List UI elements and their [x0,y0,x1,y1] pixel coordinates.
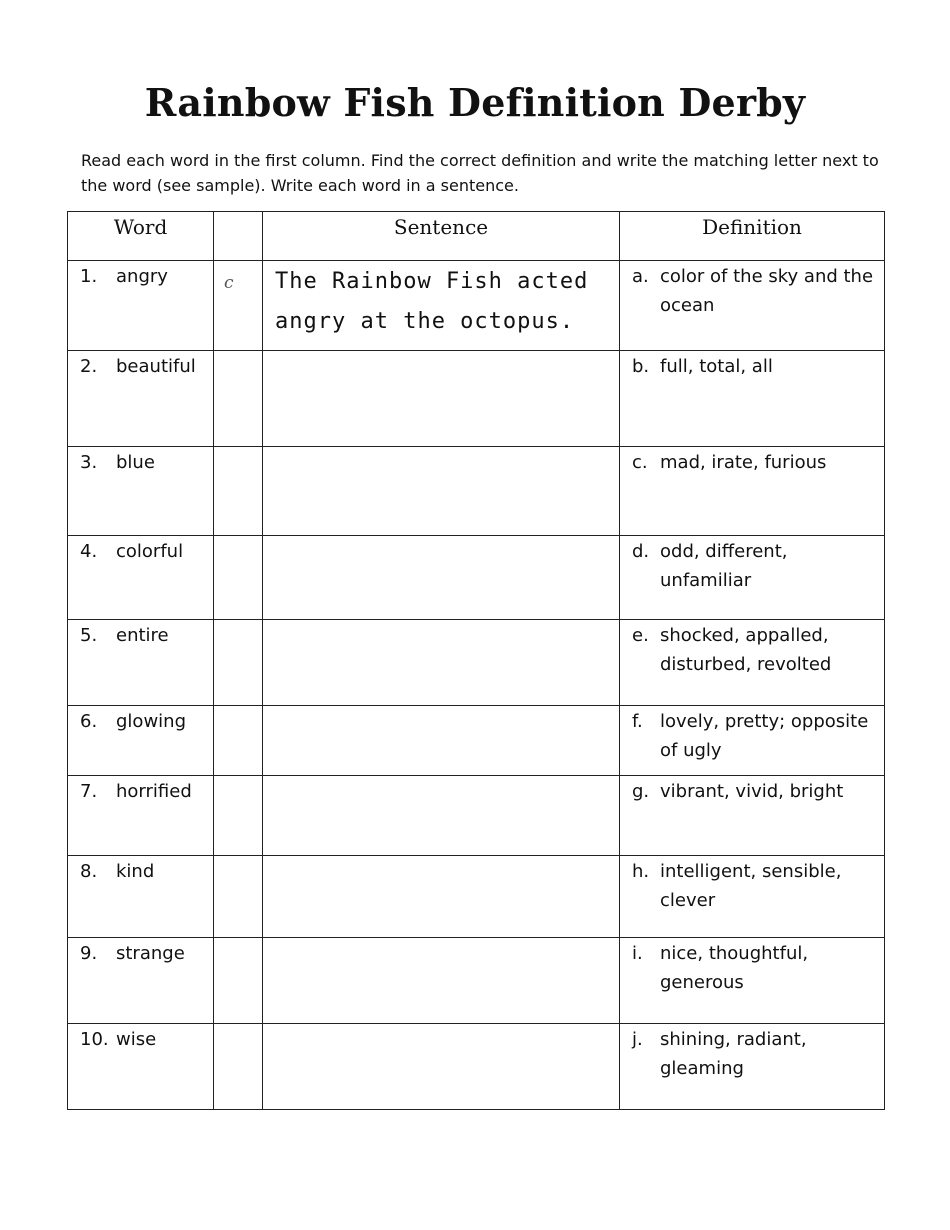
definition-cell [620,447,885,536]
definition-table [67,211,885,1110]
definition-cell [620,1024,885,1110]
header-letter [214,212,263,261]
definition-text: mad, irate, furious [660,452,827,473]
word-cell [68,1024,214,1110]
table-row [68,447,885,536]
definition-letter: d. [632,541,650,562]
header-word: Word [68,212,214,261]
word-number: 6. [80,711,98,732]
letter-answer-cell[interactable] [214,1024,263,1110]
sentence-cell[interactable]: The Rainbow Fish acted angry at the octopus. [263,261,620,351]
definition-letter: h. [632,861,650,882]
sentence-cell[interactable] [263,1024,620,1110]
table-row [68,536,885,620]
word-text: angry [116,266,168,287]
definition-text: vibrant, vivid, bright [660,781,844,802]
word-text: entire [116,625,169,646]
header-sentence: Sentence [263,212,620,261]
definition-text: shining, radiant, gleaming [660,1029,807,1079]
word-cell [68,706,214,776]
word-number: 7. [80,781,98,802]
sentence-cell[interactable] [263,856,620,938]
word-number: 2. [80,356,98,377]
definition-text: shocked, appalled, disturbed, revolted [660,625,832,675]
sentence-cell[interactable] [263,776,620,856]
definition-letter: b. [632,356,650,377]
word-cell [68,776,214,856]
definition-text: intelligent, sensible, clever [660,861,842,911]
definition-text: nice, thoughtful, generous [660,943,809,993]
word-text: glowing [116,711,186,732]
header-definition: Definition [620,212,885,261]
word-text: colorful [116,541,184,562]
word-text: horrified [116,781,192,802]
definition-cell [620,706,885,776]
letter-answer-cell[interactable] [214,856,263,938]
letter-answer-cell[interactable] [214,351,263,447]
word-cell [68,261,214,351]
table-row [68,620,885,706]
table-row [68,856,885,938]
table-row [68,776,885,856]
definition-text: color of the sky and the ocean [660,266,874,316]
sentence-cell[interactable] [263,351,620,447]
word-number: 1. [80,266,98,287]
word-cell [68,620,214,706]
table-row [68,1024,885,1110]
definition-cell [620,351,885,447]
word-number: 5. [80,625,98,646]
page-title: Rainbow Fish Definition Derby [144,80,806,125]
word-cell [68,536,214,620]
sentence-cell[interactable] [263,938,620,1024]
definition-letter: j. [632,1029,643,1050]
letter-answer-cell[interactable] [214,620,263,706]
sentence-cell[interactable] [263,620,620,706]
word-cell [68,856,214,938]
definition-letter: i. [632,943,643,964]
letter-answer-cell[interactable]: c [214,261,263,351]
letter-answer-cell[interactable] [214,938,263,1024]
word-cell [68,351,214,447]
definition-letter: a. [632,266,649,287]
definition-cell [620,620,885,706]
instructions: Read each word in the first column. Find the correct definition and write the matching letter next to the word (see sample). Write each word in a sentence. [81,151,879,195]
word-text: blue [116,452,155,473]
word-number: 8. [80,861,98,882]
word-text: wise [116,1029,157,1050]
definition-letter: e. [632,625,649,646]
word-cell [68,447,214,536]
letter-answer-cell[interactable] [214,447,263,536]
word-text: beautiful [116,356,196,377]
sentence-cell[interactable] [263,536,620,620]
table-row [68,706,885,776]
word-text: kind [116,861,155,882]
word-number: 10. [80,1029,109,1050]
definition-cell [620,938,885,1024]
definition-letter: f. [632,711,643,732]
definition-letter: c. [632,452,648,473]
letter-answer-cell[interactable] [214,776,263,856]
word-number: 4. [80,541,98,562]
definition-text: odd, different, unfamiliar [660,541,788,591]
definition-cell [620,536,885,620]
word-cell [68,938,214,1024]
letter-answer-cell[interactable] [214,706,263,776]
word-text: strange [116,943,185,964]
definition-text: lovely, pretty; opposite of ugly [660,711,869,761]
definition-cell [620,261,885,351]
sentence-cell[interactable] [263,447,620,536]
table-row [68,351,885,447]
definition-cell [620,776,885,856]
definition-letter: g. [632,781,650,802]
table-row [68,938,885,1024]
header-row [68,212,885,261]
letter-answer-cell[interactable] [214,536,263,620]
sentence-cell[interactable] [263,706,620,776]
word-number: 9. [80,943,98,964]
definition-text: full, total, all [660,356,773,377]
definition-cell [620,856,885,938]
word-number: 3. [80,452,98,473]
table-row [68,261,885,351]
